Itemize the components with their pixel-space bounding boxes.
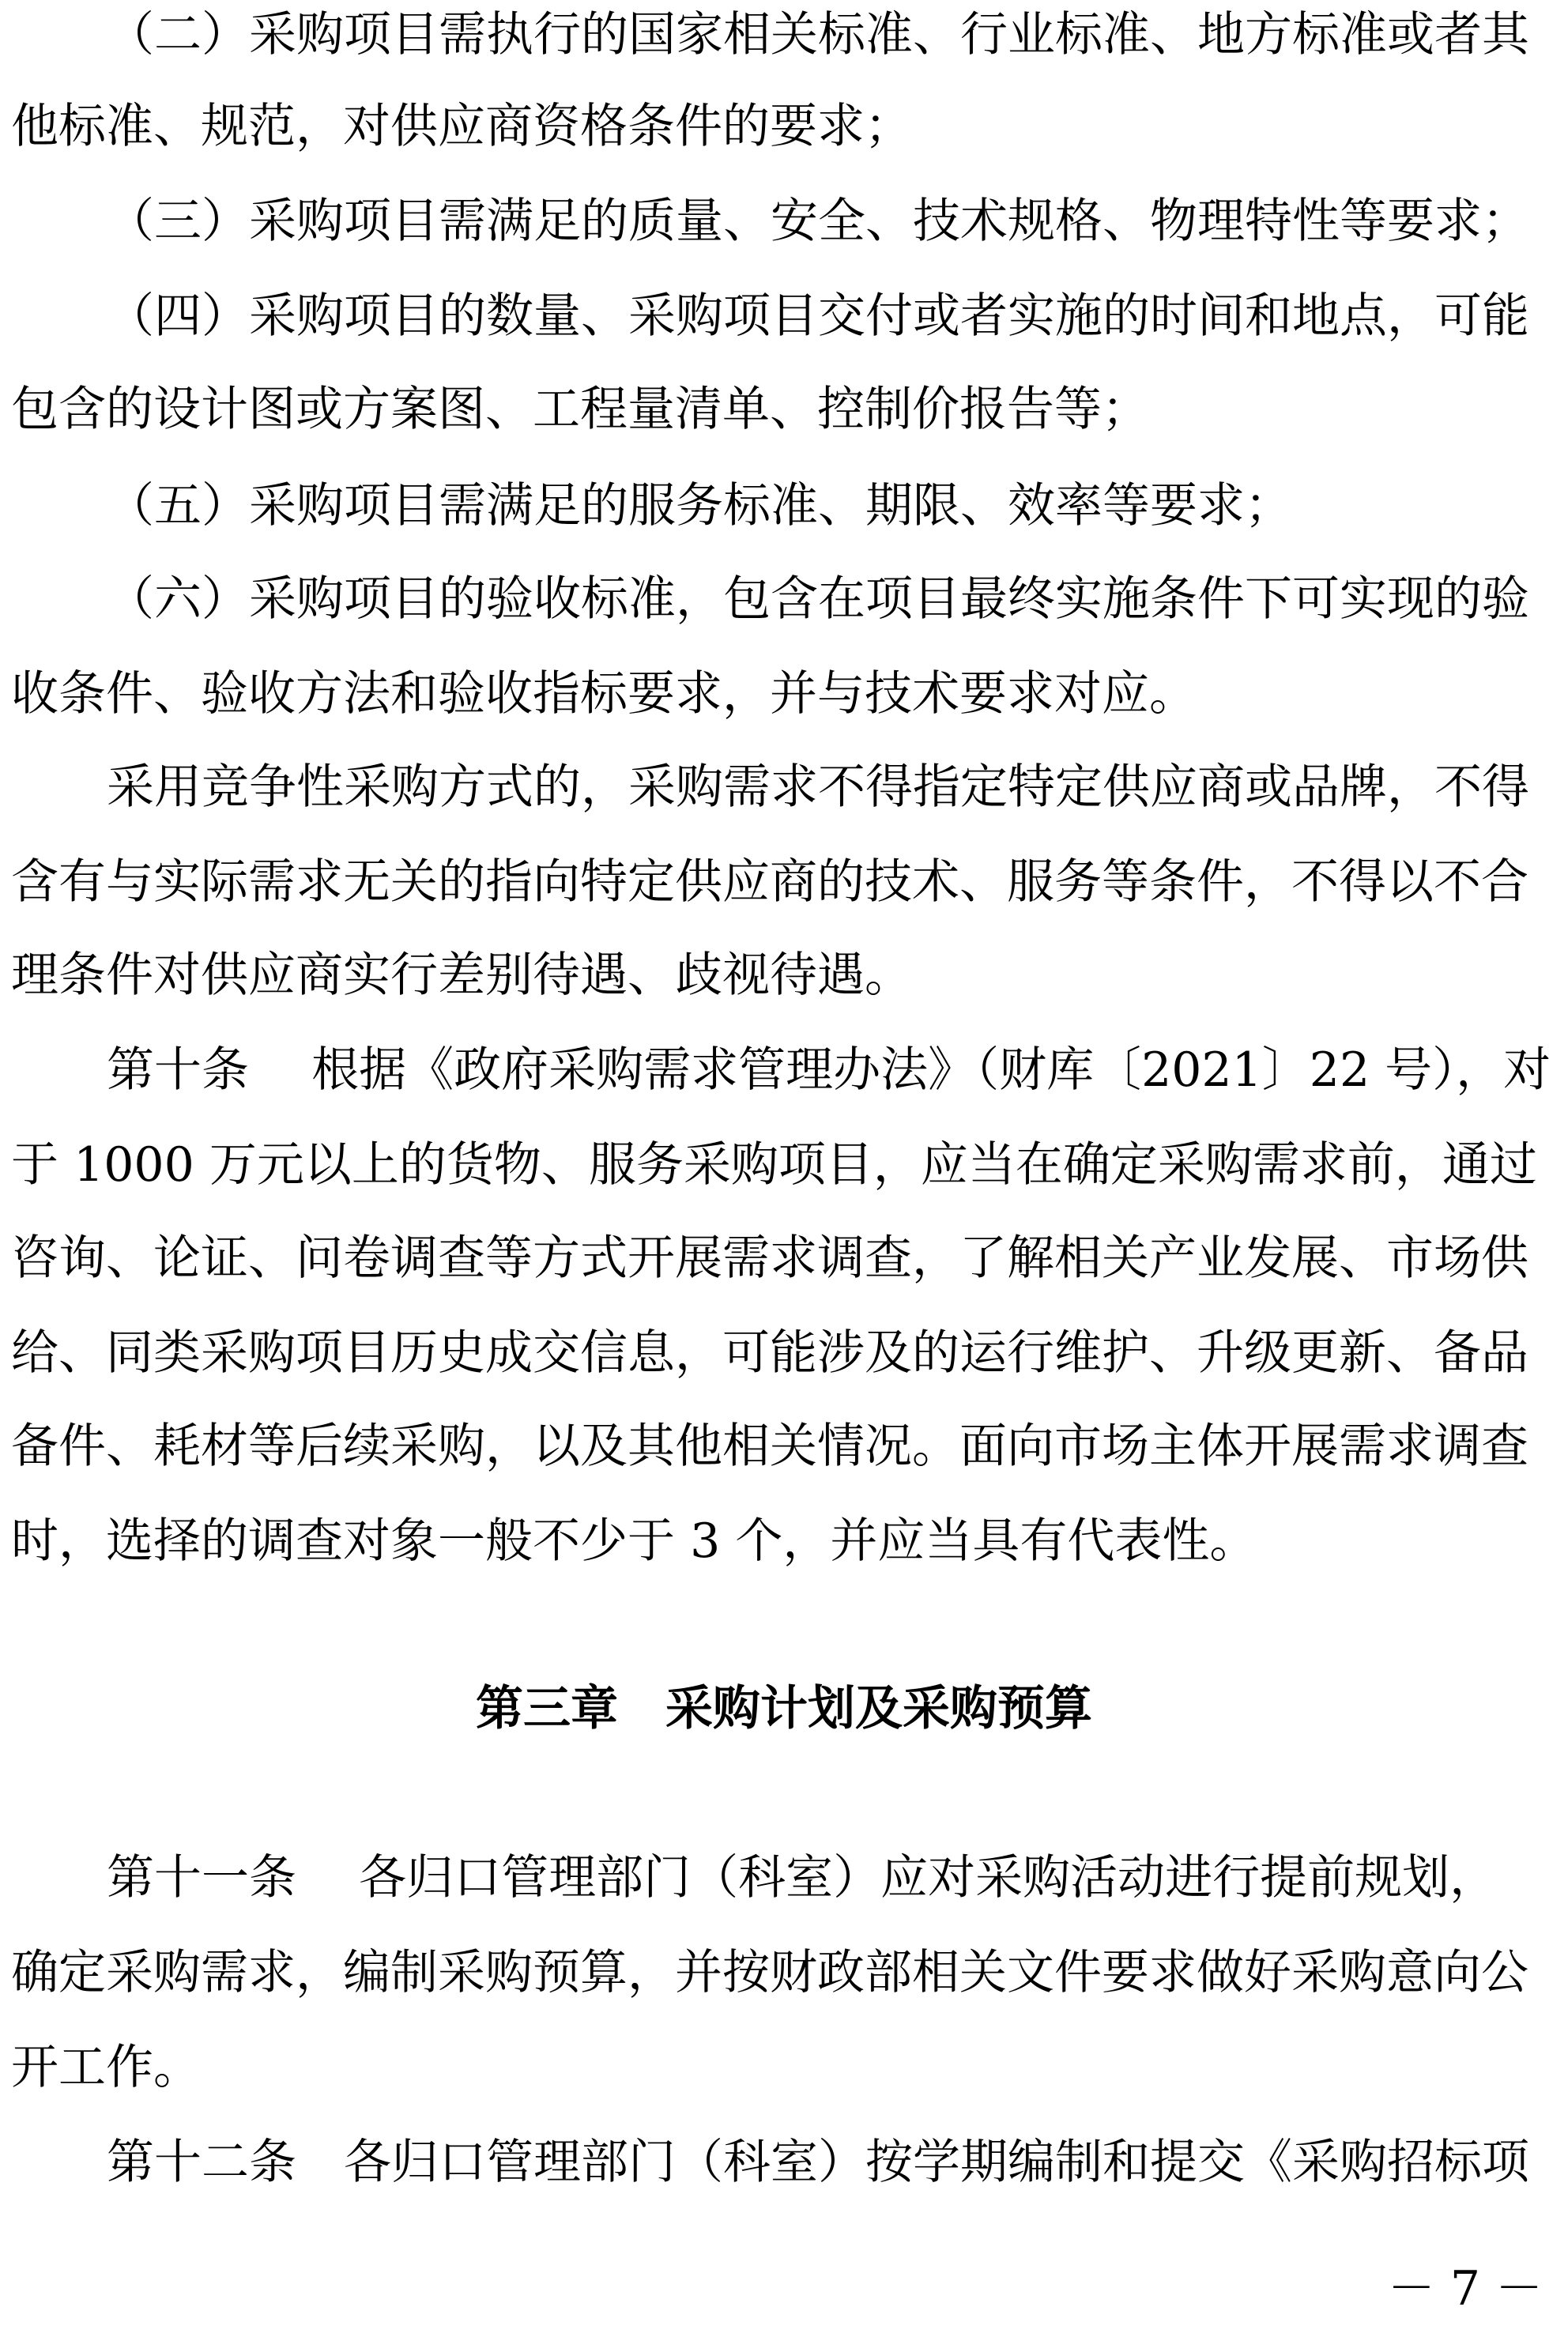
chapter-heading: 第三章 采购计划及采购预算 — [476, 1681, 1092, 1736]
paragraph-line: 含有与实际需求无关的指向特定供应商的技术、服务等条件，不得以不合 — [11, 854, 1528, 910]
paragraph-line: 咨询、论证、问卷调查等方式开展需求调查，了解相关产业发展、市场供 — [11, 1231, 1528, 1286]
paragraph-line: 开工作。 — [11, 2040, 201, 2095]
paragraph-line: 采用竞争性采购方式的，采购需求不得指定特定供应商或品牌，不得 — [107, 760, 1529, 815]
paragraph-line: （五）采购项目需满足的服务标准、期限、效率等要求； — [107, 478, 1292, 533]
paragraph-line: 确定采购需求，编制采购预算，并按财政部相关文件要求做好采购意向公 — [11, 1945, 1528, 2000]
paragraph-line: 第十一条 各归口管理部门（科室）应对采购活动进行提前规划， — [107, 1850, 1498, 1905]
paragraph-line: 理条件对供应商实行差别待遇、歧视待遇。 — [11, 948, 912, 1003]
page-number: － 7 － — [1387, 2261, 1544, 2316]
paragraph-line: 第十二条 各归口管理部门（科室）按学期编制和提交《采购招标项 — [107, 2135, 1529, 2190]
paragraph-line: （二）采购项目需执行的国家相关标准、行业标准、地方标准或者其 — [107, 7, 1529, 62]
paragraph-line: 他标准、规范，对供应商资格条件的要求； — [11, 99, 912, 154]
paragraph-line: 于 1000 万元以上的货物、服务采购项目，应当在确定采购需求前，通过 — [11, 1137, 1537, 1193]
paragraph-line: （四）采购项目的数量、采购项目交付或者实施的时间和地点，可能 — [107, 288, 1529, 344]
paragraph-line: 时，选择的调查对象一般不少于 3 个，并应当具有代表性。 — [11, 1513, 1257, 1569]
paragraph-line: 第十条 根据《政府采购需求管理办法》（财库〔2021〕22 号），对 — [107, 1042, 1551, 1098]
paragraph-line: （三）采购项目需满足的质量、安全、技术规格、物理特性等要求； — [107, 194, 1529, 249]
paragraph-line: 备件、耗材等后续采购，以及其他相关情况。面向市场主体开展需求调查 — [11, 1419, 1528, 1474]
paragraph-line: 给、同类采购项目历史成交信息，可能涉及的运行维护、升级更新、备品 — [11, 1325, 1528, 1381]
paragraph-line: （六）采购项目的验收标准，包含在项目最终实施条件下可实现的验 — [107, 571, 1529, 627]
paragraph-line: 收条件、验收方法和验收指标要求，并与技术要求对应。 — [11, 666, 1197, 722]
paragraph-line: 包含的设计图或方案图、工程量清单、控制价报告等； — [11, 382, 1149, 437]
